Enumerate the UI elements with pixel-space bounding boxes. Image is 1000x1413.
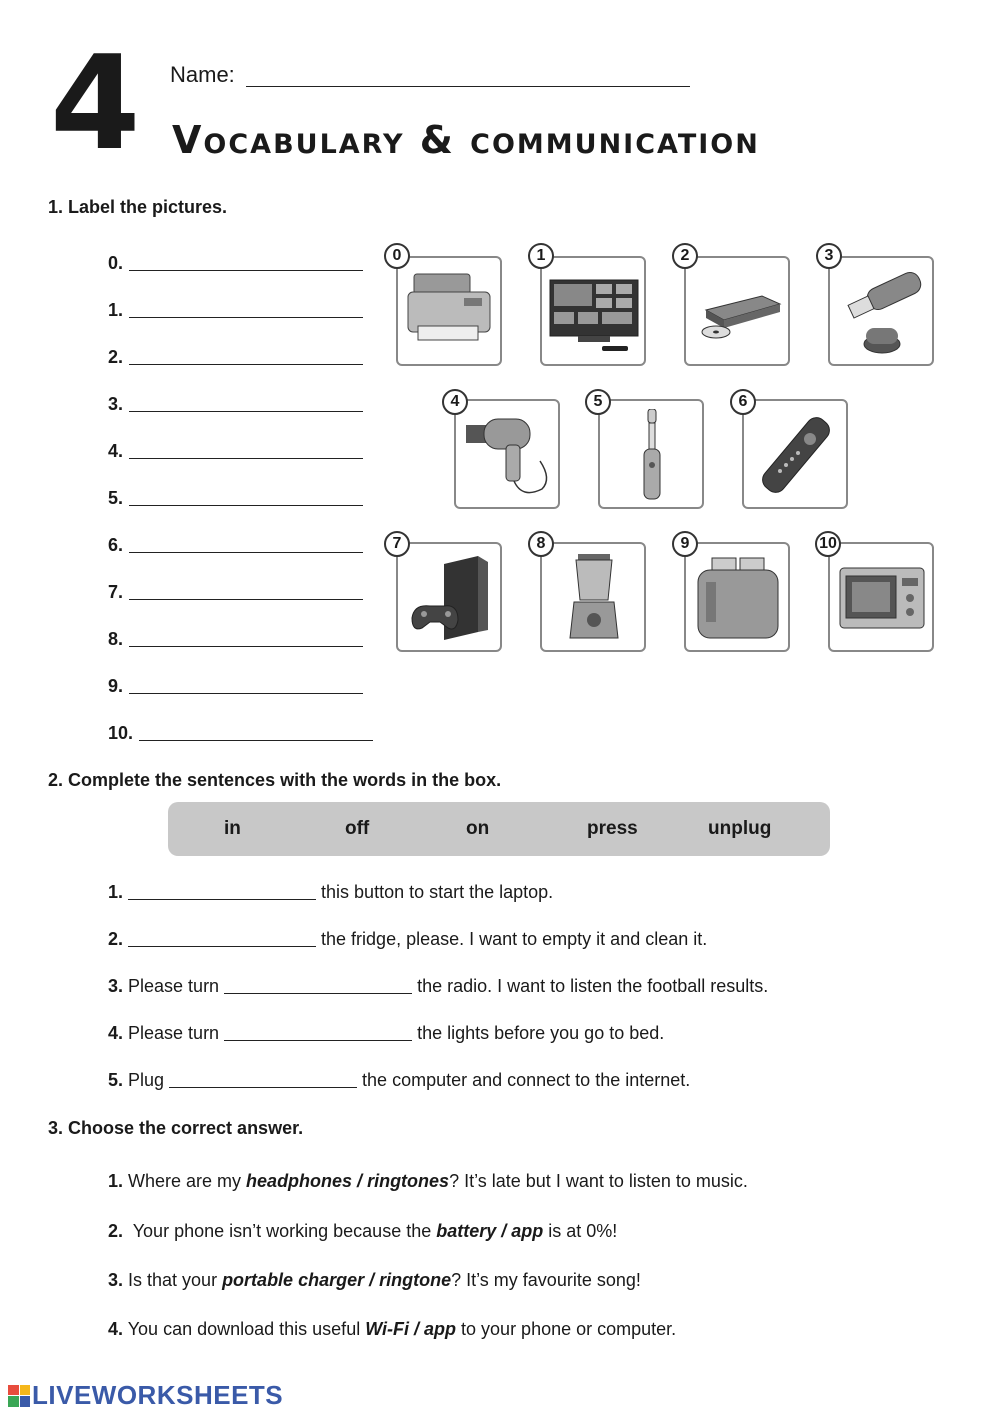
section2-title: 2. Complete the sentences with the words in the box. — [48, 770, 502, 790]
word-in: in — [224, 818, 241, 839]
hairdryer-icon — [462, 409, 554, 501]
choice-item-2: 2. Your phone isn’t working because the battery / app is at 0%! — [108, 1221, 618, 1241]
section1-title: 1. Label the pictures. — [48, 197, 228, 217]
picture-card-7 — [396, 542, 502, 652]
choice-options-3[interactable]: portable charger / ringtone — [222, 1270, 452, 1290]
games-console-icon — [404, 552, 496, 644]
picture-card-4 — [454, 399, 560, 509]
label-row-8: 8. — [108, 629, 363, 650]
picture-badge-4: 4 — [442, 389, 468, 415]
choice-item-1: 1. Where are my headphones / ringtones? It’s late but I want to listen to music. — [108, 1171, 748, 1191]
sentence-blank-1[interactable] — [128, 885, 316, 900]
name-label: Name: — [170, 62, 235, 87]
picture-badge-8: 8 — [528, 531, 554, 557]
label-row-1: 1. — [108, 300, 363, 321]
answer-blank-8[interactable] — [129, 632, 363, 647]
picture-badge-7: 7 — [384, 531, 410, 557]
page-title: Vocabulary & communication — [172, 118, 760, 162]
sentence-blank-4[interactable] — [224, 1026, 412, 1041]
sentence-2: 2. the fridge, please. I want to empty it and clean it. — [108, 929, 708, 949]
picture-badge-2: 2 — [672, 243, 698, 269]
sentence-1: 1. this button to start the laptop. — [108, 882, 554, 902]
picture-badge-3: 3 — [816, 243, 842, 269]
liveworksheets-logo-icon — [8, 1385, 30, 1407]
answer-blank-7[interactable] — [129, 585, 363, 600]
label-row-9: 9. — [108, 676, 363, 697]
picture-card-8 — [540, 542, 646, 652]
sentence-blank-5[interactable] — [169, 1073, 357, 1088]
word-press: press — [587, 818, 638, 839]
label-row-10: 10. — [108, 723, 373, 744]
electric-toothbrush-icon — [606, 409, 698, 501]
usb-stick-icon — [836, 266, 928, 358]
label-row-0: 0. — [108, 253, 363, 274]
sentence-blank-2[interactable] — [128, 932, 316, 947]
picture-card-0 — [396, 256, 502, 366]
picture-card-3 — [828, 256, 934, 366]
label-row-4: 4. — [108, 441, 363, 462]
picture-card-9 — [684, 542, 790, 652]
blender-icon — [548, 552, 640, 644]
answer-blank-9[interactable] — [129, 679, 363, 694]
name-field[interactable] — [246, 86, 690, 87]
label-row-3: 3. — [108, 394, 363, 415]
answer-blank-2[interactable] — [129, 350, 363, 365]
answer-blank-6[interactable] — [129, 538, 363, 553]
label-row-5: 5. — [108, 488, 363, 509]
footer-brand-label: LIVEWORKSHEETS — [32, 1380, 284, 1410]
picture-card-1 — [540, 256, 646, 366]
picture-card-2 — [684, 256, 790, 366]
answer-blank-10[interactable] — [139, 726, 373, 741]
sentence-blank-3[interactable] — [224, 979, 412, 994]
remote-control-icon — [750, 409, 842, 501]
choice-item-3: 3. Is that your portable charger / ringtone? It’s my favourite song! — [108, 1270, 641, 1290]
picture-badge-0: 0 — [384, 243, 410, 269]
label-row-7: 7. — [108, 582, 363, 603]
picture-badge-6: 6 — [730, 389, 756, 415]
picture-badge-1: 1 — [528, 243, 554, 269]
footer-brand[interactable] — [8, 1380, 283, 1411]
word-off: off — [345, 818, 370, 839]
picture-badge-5: 5 — [585, 389, 611, 415]
picture-badge-10: 10 — [815, 531, 841, 557]
smart-tv-icon — [548, 266, 640, 358]
word-on: on — [466, 818, 490, 839]
toaster-icon — [692, 552, 784, 644]
answer-blank-5[interactable] — [129, 491, 363, 506]
answer-blank-0[interactable] — [129, 256, 363, 271]
label-row-6: 6. — [108, 535, 363, 556]
sentence-4: 4. Please turn the lights before you go to bed. — [108, 1023, 665, 1043]
unit-number: 4 — [50, 27, 137, 179]
sentence-3: 3. Please turn the radio. I want to listen the football results. — [108, 976, 769, 996]
choice-options-1[interactable]: headphones / ringtones — [246, 1171, 450, 1191]
word-unplug: unplug — [708, 818, 772, 839]
answer-blank-1[interactable] — [129, 303, 363, 318]
choice-options-4[interactable]: Wi-Fi / app — [365, 1319, 457, 1339]
dvd-player-icon — [692, 266, 784, 358]
sentence-5: 5. Plug the computer and connect to the internet. — [108, 1070, 691, 1090]
printer-icon — [404, 266, 496, 358]
picture-card-10 — [828, 542, 934, 652]
choice-item-4: 4. You can download this useful Wi-Fi / app to your phone or computer. — [108, 1319, 677, 1339]
choice-options-2[interactable]: battery / app — [436, 1221, 544, 1241]
answer-blank-3[interactable] — [129, 397, 363, 412]
picture-card-6 — [742, 399, 848, 509]
section3-title: 3. Choose the correct answer. — [48, 1118, 304, 1138]
picture-card-5 — [598, 399, 704, 509]
microwave-icon — [836, 552, 928, 644]
label-row-2: 2. — [108, 347, 363, 368]
picture-badge-9: 9 — [672, 531, 698, 557]
answer-blank-4[interactable] — [129, 444, 363, 459]
